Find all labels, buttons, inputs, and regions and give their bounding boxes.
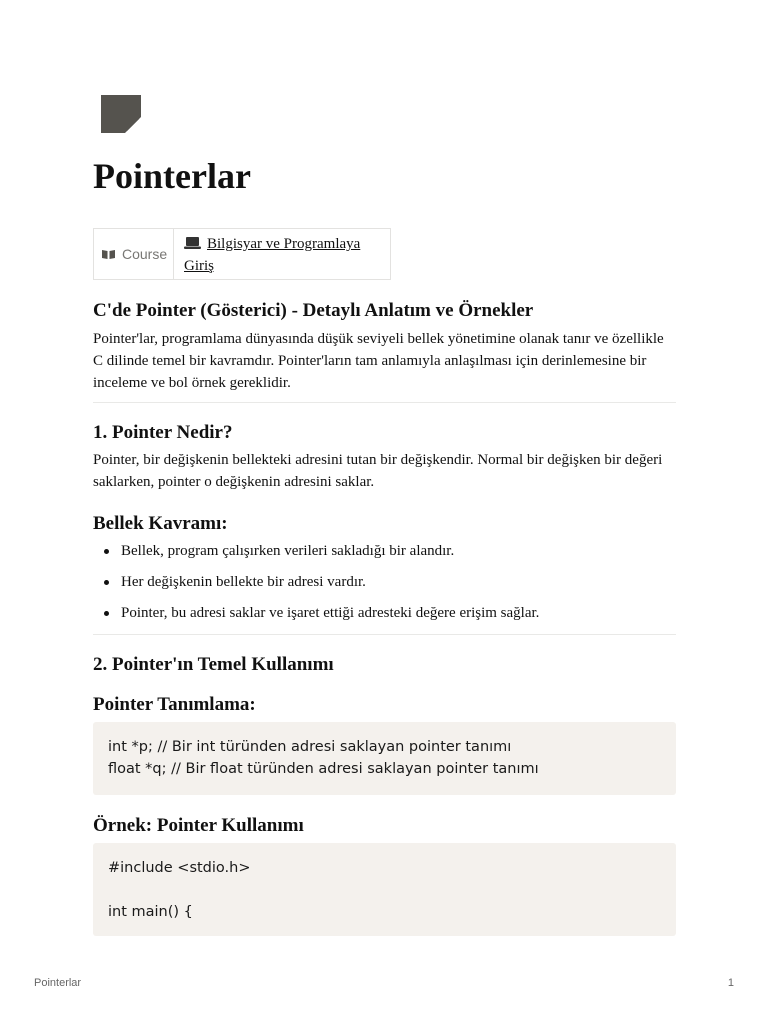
heading-pointer-tanimlama: Pointer Tanımlama:	[93, 694, 256, 715]
divider	[93, 402, 676, 403]
intro-paragraph: Pointer'lar, programlama dünyasında düşük seviyeli bellek yönetimine olanak tanır ve özellikle C dilinde temel bir kavramdır. Pointer'ların tam anlamıyla anlaşılması için derinlemesine bir inceleme ve bol örnek gereklidir.	[93, 331, 664, 391]
list-item: Her değişkenin bellekte bir adresi vardır.	[93, 571, 676, 602]
footer-title: Pointerlar	[34, 977, 82, 989]
property-label: Course	[122, 246, 168, 262]
footer-page-number: 1	[727, 977, 734, 989]
properties-table	[93, 228, 391, 280]
heading-temel-kullanim: 2. Pointer'ın Temel Kullanımı	[93, 654, 334, 675]
book-icon	[102, 249, 115, 259]
heading-pointer-nedir: 1. Pointer Nedir?	[93, 422, 233, 443]
divider	[93, 634, 676, 635]
property-value[interactable]	[174, 229, 390, 279]
course-link[interactable]: Bilgisyar ve Programlaya Giriş	[184, 236, 361, 274]
nedir-paragraph: Pointer, bir değişkenin bellekteki adresini tutan bir değişkendir. Normal bir değişken bir değeri saklarken, pointer o değişkenin adresini saklar.	[93, 452, 663, 490]
list-item: Bellek, program çalışırken verileri sakladığı bir alandır.	[93, 540, 676, 571]
heading-ornek: Örnek: Pointer Kullanımı	[93, 815, 304, 836]
code-block[interactable]: int *p; // Bir int türünden adresi saklayan pointer tanımı float *q; // Bir float türünden adresi saklayan pointer tanımı	[93, 722, 676, 795]
heading-main: C'de Pointer (Gösterici) - Detaylı Anlatım ve Örnekler	[93, 300, 534, 321]
code-block[interactable]: #include <stdio.h> int main() {	[93, 843, 676, 936]
sticky-note-icon	[101, 95, 141, 133]
property-course	[94, 229, 174, 279]
bullet-list	[93, 540, 676, 633]
list-item: Pointer, bu adresi saklar ve işaret ettiği adresteki değere erişim sağlar.	[93, 602, 676, 633]
page-title: Pointerlar	[93, 156, 251, 196]
laptop-icon	[184, 237, 201, 249]
heading-bellek-kavrami: Bellek Kavramı:	[93, 513, 228, 534]
